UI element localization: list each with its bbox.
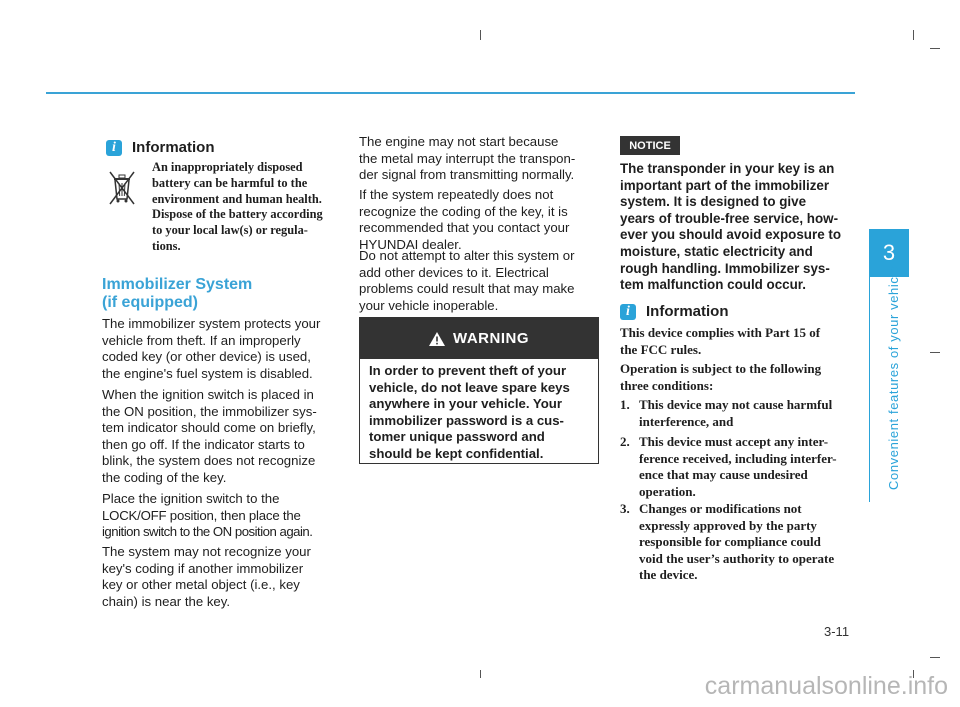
text-line: coded key (or other device) is used, xyxy=(102,349,311,365)
text-line: Do not attempt to alter this system or xyxy=(359,248,575,263)
text-line: the metal may interrupt the transpon- xyxy=(359,150,576,166)
section-title-line: Immobilizer System xyxy=(102,276,253,293)
text-line: responsible for compliance could xyxy=(639,534,821,549)
text-line: Place the ignition switch to the xyxy=(102,491,280,506)
text-line: der signal from transmitting normally. xyxy=(359,167,575,183)
warning-box xyxy=(359,317,599,464)
text-line: When the ignition switch is placed in xyxy=(102,387,314,402)
text-line: should be kept confidential. xyxy=(369,445,544,461)
crop-mark xyxy=(930,352,940,353)
list-number: 2. xyxy=(620,434,630,449)
crossed-out-bin-icon xyxy=(105,168,139,206)
text-line: void the user’s authority to operate xyxy=(639,550,835,566)
text-line: add other devices to it. Electrical xyxy=(359,264,549,280)
crop-mark xyxy=(930,48,940,49)
crop-mark xyxy=(913,30,914,40)
text-line: immobilizer password is a cus- xyxy=(369,412,564,428)
text-line: operation. xyxy=(639,483,696,499)
warning-body xyxy=(360,359,598,463)
text-line: recommended that you contact your xyxy=(359,220,570,236)
watermark: carmanualsonline.info xyxy=(704,672,948,700)
text-line: moisture, static electricity and xyxy=(620,243,813,259)
text-line: key's coding if another immobilizer xyxy=(102,560,304,576)
text-line: The transponder in your key is an xyxy=(620,161,835,176)
text-line: vehicle, do not leave spare keys xyxy=(369,379,570,395)
text-line: ference received, including interfer- xyxy=(639,450,837,466)
fcc-text xyxy=(620,325,855,358)
text-line: tem malfunction could occur. xyxy=(620,277,807,293)
text-line: the coding of the key. xyxy=(102,469,227,485)
text-line: Operation is subject to the following xyxy=(620,361,822,376)
notice-badge: NOTICE xyxy=(620,136,680,155)
info-heading xyxy=(620,303,729,320)
warning-title: WARNING xyxy=(453,330,529,347)
text-line: to your local law(s) or regula- xyxy=(152,223,308,238)
text-line: This device complies with Part 15 of xyxy=(620,325,821,340)
text-line: This device may not cause harmful xyxy=(639,397,833,412)
info-title: Information xyxy=(646,303,729,320)
text-line: Changes or modifications not xyxy=(639,501,802,516)
text-line: important part of the immobilizer xyxy=(620,177,830,193)
body-paragraph xyxy=(102,544,340,610)
text-line: the FCC rules. xyxy=(620,341,702,357)
body-paragraph xyxy=(359,134,599,184)
text-line: expressly approved by the party xyxy=(639,517,817,533)
text-line: LOCK/OFF position, then place the xyxy=(102,507,301,523)
text-line: ever you should avoid exposure to xyxy=(620,227,841,243)
text-line: your vehicle inoperable. xyxy=(359,297,499,313)
battery-disposal-note xyxy=(152,160,339,255)
text-line: In order to prevent theft of your xyxy=(369,363,567,378)
text-line: problems could result that may make xyxy=(359,281,575,297)
conditions-text xyxy=(620,361,855,394)
crop-mark xyxy=(480,670,481,678)
page-number: 3-11 xyxy=(824,624,850,639)
body-paragraph xyxy=(102,491,340,541)
text-line: If the system repeatedly does not xyxy=(359,187,554,202)
text-line: tem indicator should come on briefly, xyxy=(102,420,316,436)
text-line: An inappropriately disposed xyxy=(152,160,303,174)
text-line: rough handling. Immobilizer sys- xyxy=(620,260,830,276)
text-line: The system may not recognize your xyxy=(102,544,311,559)
text-line: The engine may not start because xyxy=(359,134,559,149)
list-item xyxy=(620,397,855,430)
text-line: then go off. If the indicator starts to xyxy=(102,436,305,452)
warning-triangle-icon xyxy=(429,332,445,346)
text-line: key or other metal object (i.e., key xyxy=(102,577,300,593)
notice-text xyxy=(620,161,855,294)
list-item xyxy=(620,501,855,584)
body-paragraph xyxy=(359,187,599,253)
list-number: 3. xyxy=(620,501,630,516)
crop-mark xyxy=(930,657,940,658)
info-icon: i xyxy=(620,304,636,320)
info-heading xyxy=(106,139,215,156)
body-paragraph xyxy=(102,387,340,487)
text-line: chain) is near the key. xyxy=(102,593,231,609)
section-title-line: (if equipped) xyxy=(102,294,198,311)
text-line: tomer unique password and xyxy=(369,429,545,445)
text-line: ence that may cause undesired xyxy=(639,467,808,482)
text-line: anywhere in your vehicle. Your xyxy=(369,396,562,412)
text-line: the device. xyxy=(639,567,698,582)
text-line: battery can be harmful to the xyxy=(152,175,308,190)
text-line: This device must accept any inter- xyxy=(639,434,829,449)
text-line: blink, the system does not recognize xyxy=(102,453,316,469)
text-line: tions. xyxy=(152,238,181,253)
text-line: the ON position, the immobilizer sys- xyxy=(102,403,317,419)
list-number: 1. xyxy=(620,397,630,412)
section-heading xyxy=(102,276,252,312)
text-line: vehicle from theft. If an improperly xyxy=(102,332,301,348)
info-title: Information xyxy=(132,139,215,156)
chapter-number: 3 xyxy=(882,240,896,265)
text-line: system. It is designed to give xyxy=(620,194,807,210)
text-line: ignition switch to the ON position again. xyxy=(102,524,313,540)
text-line: the engine's fuel system is disabled. xyxy=(102,365,313,381)
text-line: HYUNDAI dealer. xyxy=(359,236,462,252)
info-icon: i xyxy=(106,140,122,156)
text-line: interference, and xyxy=(639,413,734,429)
header-rule xyxy=(46,92,855,94)
chapter-title: Convenient features of your vehicle xyxy=(886,265,901,490)
body-paragraph xyxy=(359,248,599,314)
warning-header xyxy=(360,318,598,359)
list-item xyxy=(620,434,855,500)
chapter-tab-line xyxy=(869,277,870,502)
text-line: recognize the coding of the key, it is xyxy=(359,203,568,219)
text-line: Dispose of the battery according xyxy=(152,207,323,222)
crop-mark xyxy=(480,30,481,40)
text-line: The immobilizer system protects your xyxy=(102,316,321,331)
text-line: three conditions: xyxy=(620,377,714,393)
text-line: environment and human health. xyxy=(152,191,322,206)
text-line: years of trouble-free service, how- xyxy=(620,210,839,226)
body-paragraph xyxy=(102,316,340,382)
